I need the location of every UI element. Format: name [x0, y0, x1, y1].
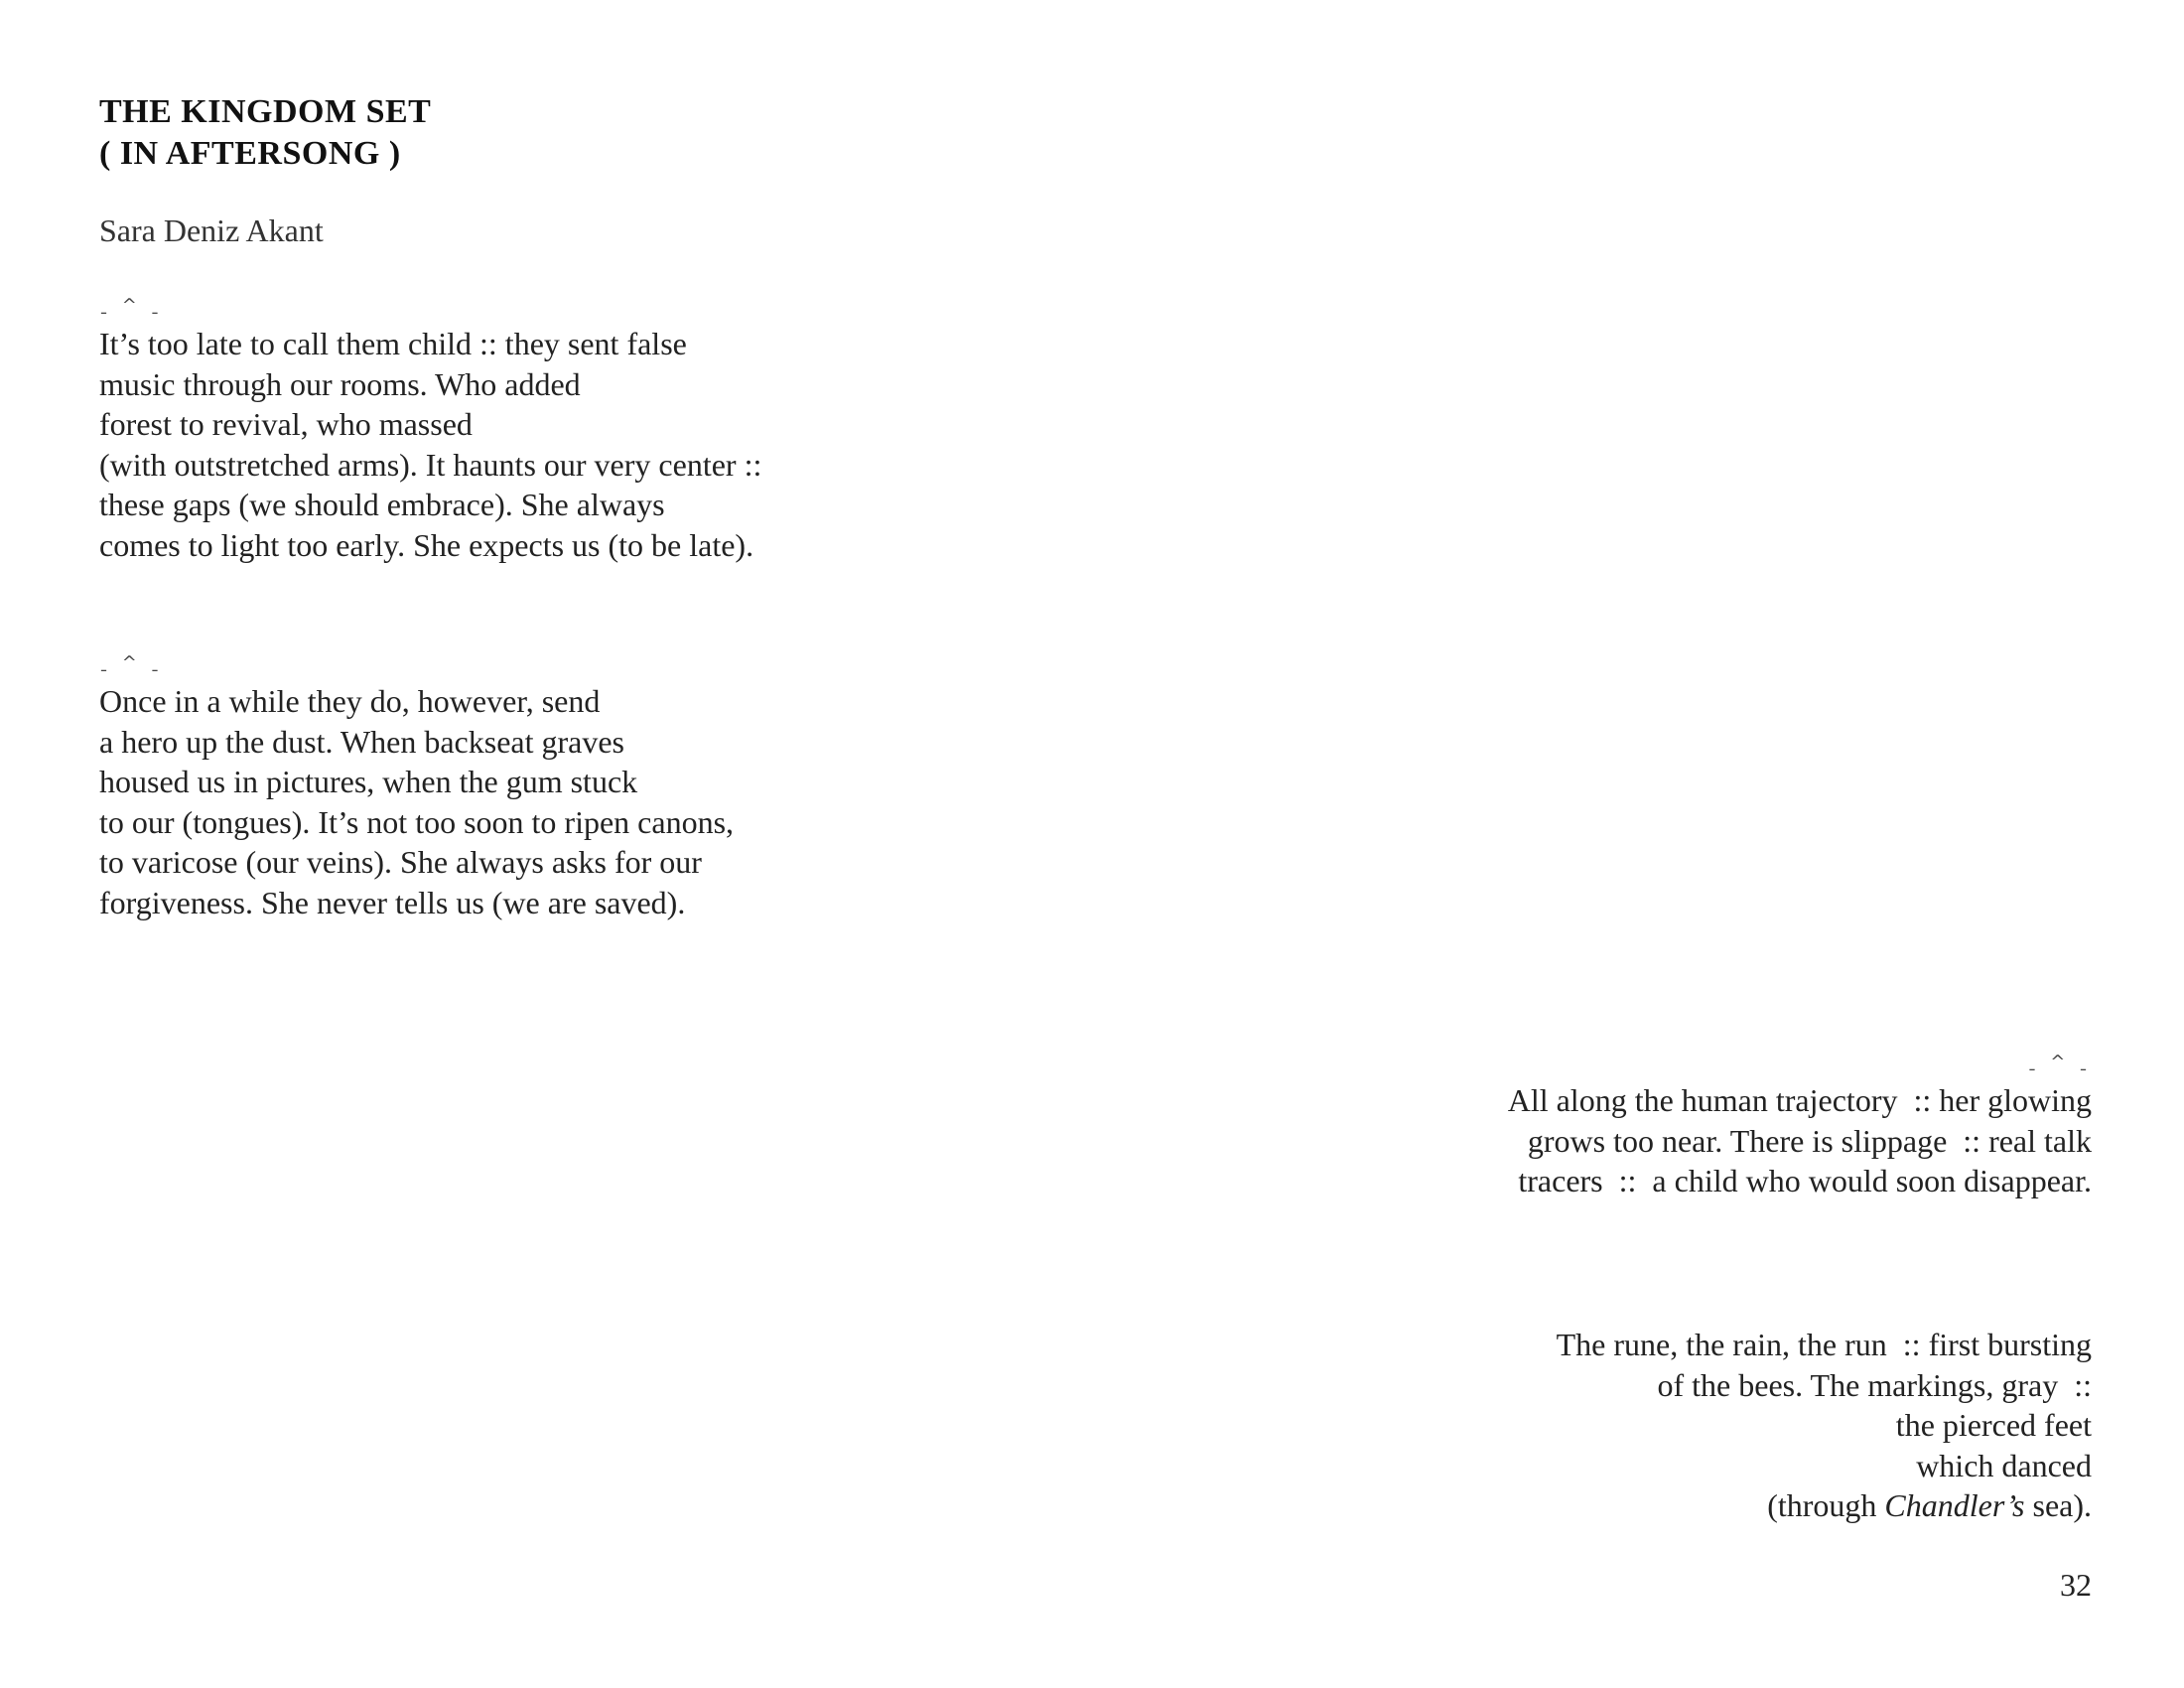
poem-line: tracers :: a child who would soon disappear. [1518, 1163, 2092, 1198]
title-line-2: ( IN AFTERSONG ) [99, 135, 401, 172]
poem-line: forest to revival, who massed [99, 406, 473, 442]
poem-title [99, 91, 993, 175]
final-line-italic: Chandler’s [1884, 1487, 2025, 1523]
poem-line: Once in a while they do, however, send [99, 683, 601, 719]
poem-line: It’s too late to call them child :: they sent false [99, 326, 687, 361]
stanza-4 [1557, 1325, 2092, 1526]
poem-line: The rune, the rain, the run :: first bursting [1556, 1327, 2092, 1362]
section-mark: ˍ ^ ˍ [99, 295, 164, 316]
poem-line-final [1557, 1485, 2092, 1526]
title-line-1: THE KINGDOM SET [99, 93, 432, 130]
section-mark: ˍ ^ ˍ [99, 652, 164, 673]
author-name: Sara Deniz Akant [99, 212, 324, 248]
stanza-2 [99, 651, 734, 922]
poem-line: these gaps (we should embrace). She always [99, 487, 665, 522]
poem-line: a hero up the dust. When backseat graves [99, 723, 624, 760]
poem-line: of the bees. The markings, gray :: [1657, 1366, 2092, 1403]
poem-line: the pierced feet [1895, 1407, 2092, 1443]
poem-line: forgiveness. She never tells us (we are saved). [99, 884, 686, 920]
poem-line: grows too near. There is slippage :: real talk [1527, 1122, 2092, 1159]
poem-line: comes to light too early. She expects us (to be late). [99, 526, 754, 563]
poem-line: which danced [1916, 1447, 2092, 1483]
section-mark: ˍ ^ ˍ [2027, 1052, 2092, 1072]
page-number: 32 [2060, 1567, 2092, 1603]
poem-line: housed us in pictures, when the gum stuck [99, 764, 638, 799]
final-line-after: sea). [2024, 1487, 2092, 1523]
stanza-3 [1508, 1051, 2092, 1201]
poem-line: All along the human trajectory :: her glowing [1507, 1082, 2092, 1118]
poem-line: (with outstretched arms). It haunts our very center :: [99, 446, 762, 483]
poem-line: to our (tongues). It’s not too soon to ripen canons, [99, 803, 735, 840]
poem-line: music through our rooms. Who added [99, 365, 581, 402]
poem-line: to varicose (our veins). She always asks for our [99, 844, 702, 880]
stanza-1 [99, 294, 761, 565]
final-line-before: (through [1767, 1487, 1885, 1523]
